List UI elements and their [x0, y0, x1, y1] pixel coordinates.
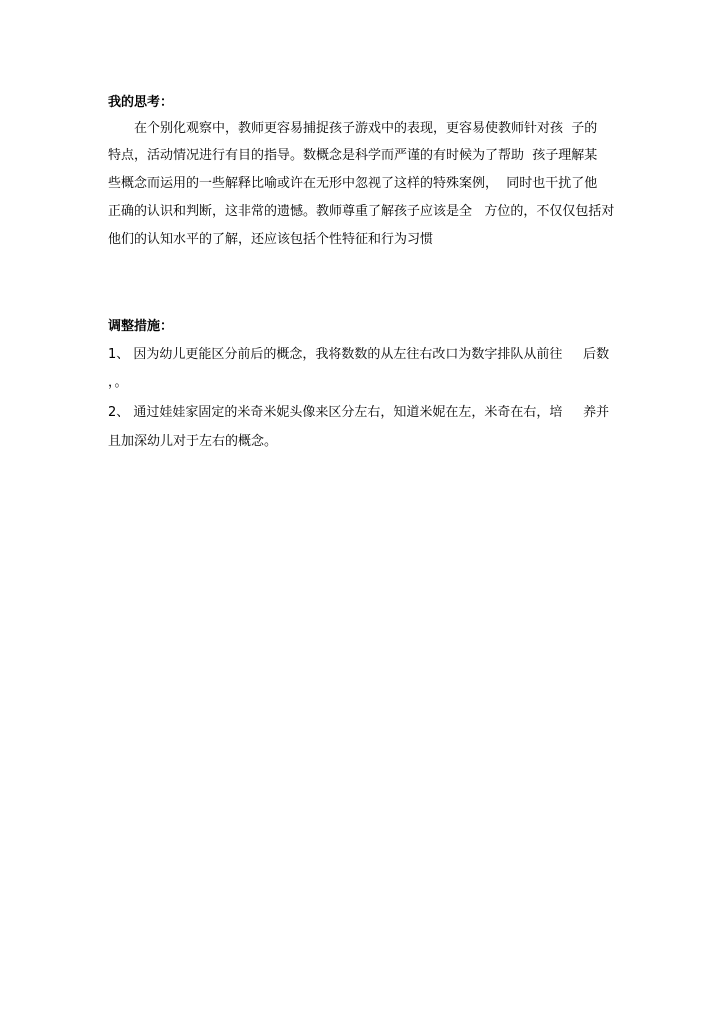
measures-heading: 调整措施： [108, 319, 174, 334]
measure-item-2-line-1: 2、 通过娃娃家固定的米奇米妮头像来区分左右，知道米妮在左，米奇在右，培 养并 [108, 405, 610, 420]
measure-item-2-line-2: 且加深幼儿对于左右的概念。 [108, 434, 278, 449]
reflection-line-4: 正确的认识和判断，这非常的遗憾。教师尊重了解孩子应该是全 方位的，不仅仅包括对 [108, 204, 615, 219]
measure-item-1-line-1: 1、 因为幼儿更能区分前后的概念，我将数数的从左往右改口为数字排队从前往 后数 [108, 347, 610, 362]
reflection-line-2: 特点，活动情况进行有目的指导。数概念是科学而严谨的有时候为了帮助 孩子理解某 [108, 148, 598, 163]
reflection-line-1: 在个别化观察中，教师更容易捕捉孩子游戏中的表现，更容易使教师针对孩 子的 [134, 121, 598, 136]
reflection-heading: 我的思考： [108, 95, 174, 110]
reflection-line-5: 他们的认知水平的了解，还应该包括个性特征和行为习惯 [108, 232, 434, 247]
reflection-line-3: 些概念而运用的一些解释比喻或许在无形中忽视了这样的特殊案例， 同时也干扰了他 [108, 176, 598, 191]
measure-item-1-line-2: ，。 [108, 375, 128, 390]
